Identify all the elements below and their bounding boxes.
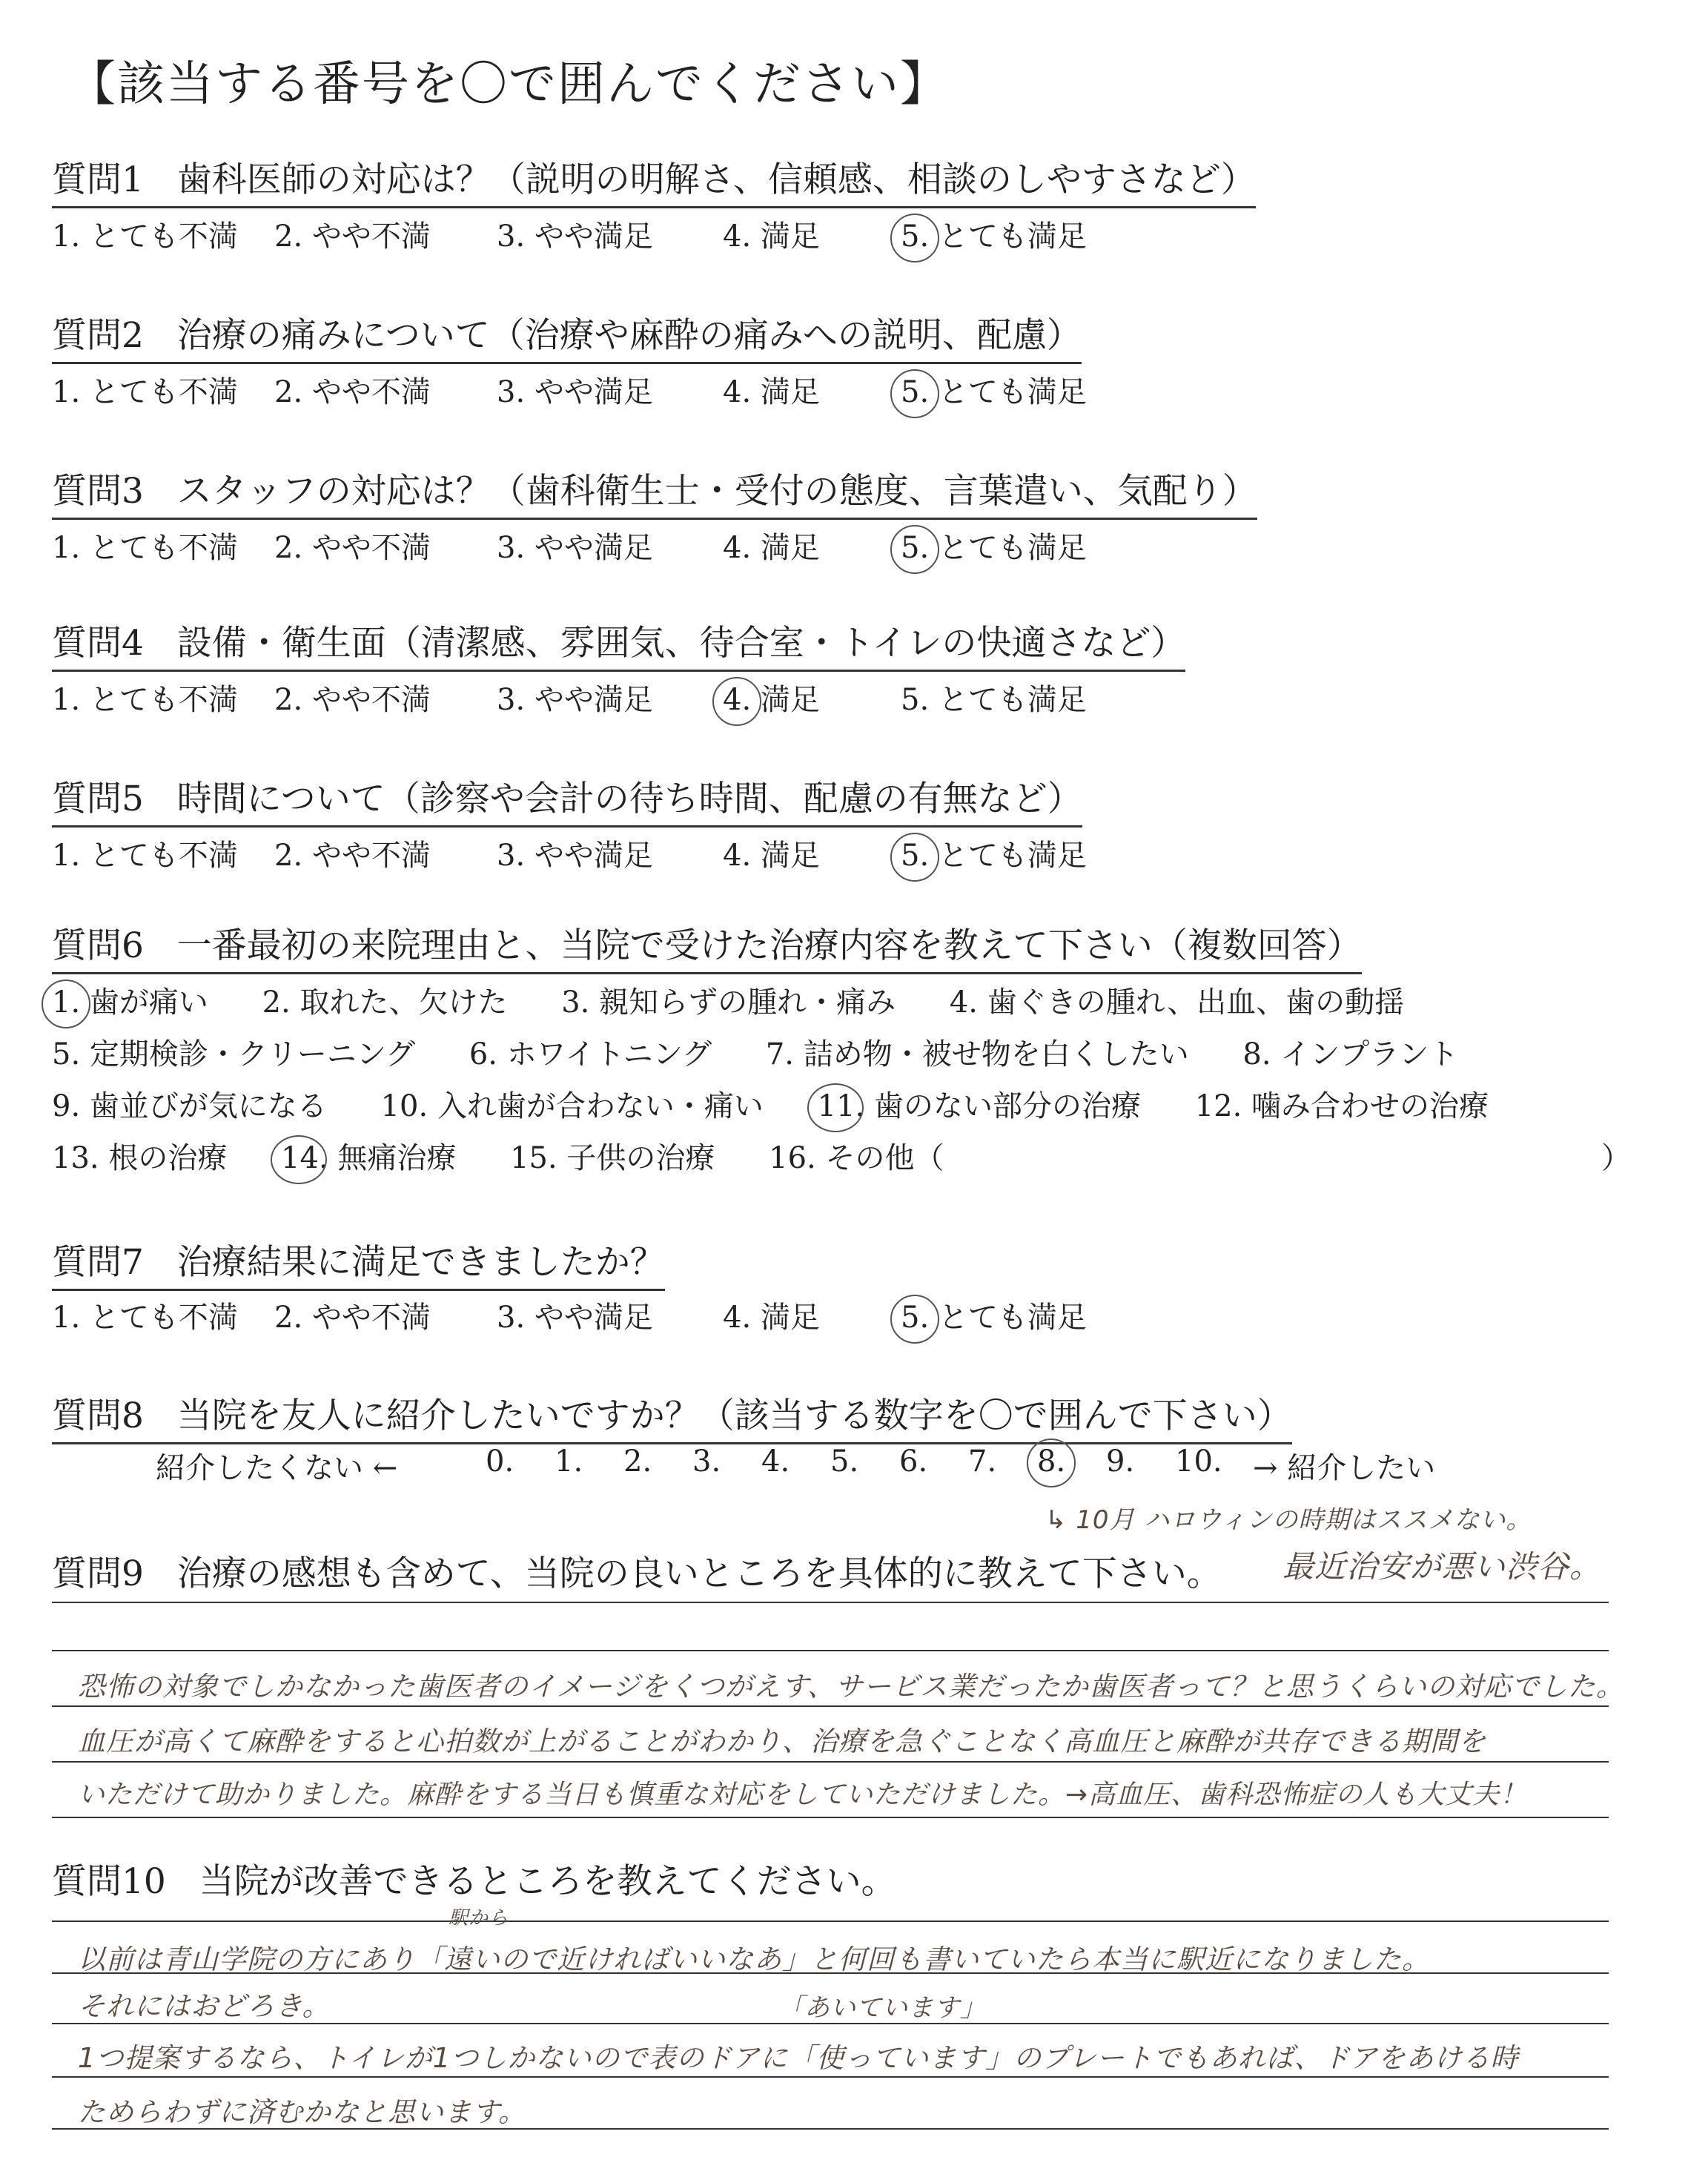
q9-heading [52,1546,1222,1596]
q8-number-0[interactable]: 0. [486,1444,514,1479]
q6-option-7[interactable]: 7. 詰め物・被せ物を白くしたい [765,1037,1189,1071]
q1-label: 質問1 [52,159,144,200]
q3-label: 質問3 [52,471,144,512]
q8-handwritten-note: ↳ 10月 ハロウィンの時期はススメない。 [1045,1505,1532,1535]
q6-row-4 [52,1135,944,1177]
q10-answer-line-4 [52,2076,1609,2078]
q6-row-1 [52,979,1404,1021]
q8-left-label: 紹介したくない ← [156,1451,398,1485]
q2-option-4[interactable]: 4. 満足 [723,375,820,409]
q6-row-2 [52,1031,1458,1073]
q4-option-5[interactable]: 5. とても満足 [901,683,1087,717]
q8-number-5[interactable]: 5. [830,1444,859,1479]
q7-option-5[interactable]: 5. とても満足 [901,1301,1087,1335]
q6-option-5[interactable]: 5. 定期検診・クリーニング [52,1037,416,1071]
q6-option-9[interactable]: 9. 歯並びが気になる [52,1089,327,1123]
q8-heading [52,1388,1292,1444]
q6-option-16[interactable]: 16. その他（ [769,1141,944,1175]
q8-label: 質問8 [52,1396,144,1436]
q10-heading [52,1854,896,1903]
q3-option-1[interactable]: 1. とても不満 [52,531,238,565]
q5-option-2[interactable]: 2. やや不満 [274,839,431,873]
q7-label: 質問7 [52,1242,144,1283]
q9-label: 質問9 [52,1553,144,1594]
q5-heading [52,771,1082,828]
q6-option-10[interactable]: 10. 入れ歯が合わない・痛い [380,1089,764,1123]
q8-number-4[interactable]: 4. [761,1444,790,1479]
q2-option-3[interactable]: 3. やや満足 [497,375,653,409]
q3-option-5[interactable]: 5. とても満足 [901,531,1087,565]
q8-right-label: → 紹介したい [1253,1451,1436,1485]
q6-option-2[interactable]: 2. 取れた、欠けた [262,985,508,1020]
q5-label: 質問5 [52,779,144,819]
q6-text: 一番最初の来院理由と、当院で受けた治療内容を教えて下さい（複数回答） [176,925,1362,966]
q6-option-6[interactable]: 6. ホワイトニング [469,1037,712,1071]
q10-handwritten-line-2: それにはおどろき。 [78,1990,331,2022]
q3-option-3[interactable]: 3. やや満足 [497,531,653,565]
q9-answer-line-5 [52,1817,1609,1818]
q6-option-1[interactable]: 1. 歯が痛い [52,985,208,1020]
q1-option-1[interactable]: 1. とても不満 [52,219,238,254]
page-title: 【該当する番号を〇で囲んでください】 [68,57,949,112]
q9-answer-line-1 [52,1602,1609,1603]
q10-answer-line-1 [52,1920,1609,1922]
q4-option-3[interactable]: 3. やや満足 [497,683,653,717]
q8-number-1[interactable]: 1. [555,1444,583,1479]
q2-option-2[interactable]: 2. やや不満 [274,375,431,409]
q1-option-2[interactable]: 2. やや不満 [274,219,431,254]
q5-option-3[interactable]: 3. やや満足 [497,839,653,873]
q10-handwritten-line-1: 以前は青山学院の方にあり「遠いので近ければいいなあ」と何回も書いていたら本当に駅近になりました。 [78,1943,1430,1975]
q9-answer-line-3 [52,1705,1609,1707]
q2-option-5[interactable]: 5. とても満足 [901,375,1087,409]
q10-handwritten-above-1: 駅から [448,1907,509,1929]
q10-handwritten-line-3: 1つ提案するなら、トイレが1つしかないので表のドアに「使っています」のプレートでもあれば、ドアをあける時 [78,2042,1519,2074]
q5-option-5[interactable]: 5. とても満足 [901,839,1087,873]
q6-heading [52,918,1362,974]
q6-option-15[interactable]: 15. 子供の治療 [510,1141,715,1175]
q9-handwritten-line-3: いただけて助かりました。麻酔をする当日も慎重な対応をしていただけました。→高血圧、歯科恐怖症の人も大丈夫！ [78,1780,1528,1810]
q6-option-12[interactable]: 12. 噛み合わせの治療 [1194,1089,1489,1123]
q4-text: 設備・衛生面（清潔感、雰囲気、待合室・トイレの快適さなど） [176,623,1186,664]
q7-text: 治療結果に満足できましたか？ [176,1242,665,1283]
q2-label: 質問2 [52,315,144,356]
q6-option-3[interactable]: 3. 親知らずの腫れ・痛み [561,985,896,1020]
q3-heading [52,463,1257,520]
q2-heading [52,308,1082,364]
q9-handwritten-line-1: 恐怖の対象でしかなかった歯医者のイメージをくつがえす、サービス業だったか歯医者って？と思うくらいの対応でした。 [78,1671,1624,1702]
q10-label: 質問10 [52,1861,166,1902]
q8-number-9[interactable]: 9. [1106,1444,1135,1479]
q9-text: 治療の感想も含めて、当院の良いところを具体的に教えて下さい。 [176,1553,1222,1594]
q8-number-6[interactable]: 6. [899,1444,928,1479]
q1-option-5[interactable]: 5. とても満足 [901,219,1087,254]
q2-option-1[interactable]: 1. とても不満 [52,375,238,409]
q1-heading [52,152,1256,208]
q1-text: 歯科医師の対応は？（説明の明解さ、信頼感、相談のしやすさなど） [176,159,1256,200]
q8-number-8[interactable]: 8. [1037,1444,1066,1479]
q1-option-4[interactable]: 4. 満足 [723,219,820,254]
q9-handwritten-line-2: 血圧が高くて麻酔をすると心拍数が上がることがわかり、治療を急ぐことなく高血圧と麻酔が共存できる期間を [78,1725,1486,1757]
q5-option-4[interactable]: 4. 満足 [723,839,820,873]
q3-option-4[interactable]: 4. 満足 [723,531,820,565]
q10-handwritten-above-3: 「あいています」 [778,1993,986,2023]
q5-text: 時間について（診察や会計の待ち時間、配慮の有無など） [176,779,1082,819]
q10-text: 当院が改善できるところを教えてください。 [199,1861,896,1902]
q6-option-8[interactable]: 8. インプラント [1242,1037,1459,1071]
q3-text: スタッフの対応は？（歯科衛生士・受付の態度、言葉遣い、気配り） [176,471,1257,512]
q4-option-2[interactable]: 2. やや不満 [274,683,431,717]
q7-option-3[interactable]: 3. やや満足 [497,1301,653,1335]
q8-number-2[interactable]: 2. [623,1444,652,1479]
q7-option-4[interactable]: 4. 満足 [723,1301,820,1335]
q6-option-14[interactable]: 14. 無痛治療 [281,1141,457,1175]
q6-other-close: ） [1601,1141,1631,1175]
q7-heading [52,1235,665,1291]
q9-handwritten-inline: 最近治安が悪い渋谷。 [1282,1548,1602,1585]
q4-option-1[interactable]: 1. とても不満 [52,683,238,717]
q10-handwritten-line-4: ためらわずに済むかなと思います。 [78,2096,527,2128]
q6-option-11[interactable]: 11. 歯のない部分の治療 [817,1089,1141,1123]
q7-option-1[interactable]: 1. とても不満 [52,1301,238,1335]
q4-heading [52,615,1185,672]
q3-option-2[interactable]: 2. やや不満 [274,531,431,565]
q8-number-7[interactable]: 7. [968,1444,997,1479]
q1-option-3[interactable]: 3. やや満足 [497,219,653,254]
q8-number-10[interactable]: 10. [1175,1444,1222,1479]
q6-option-13[interactable]: 13. 根の治療 [52,1141,228,1175]
q8-text: 当院を友人に紹介したいですか？（該当する数字を〇で囲んで下さい） [176,1396,1292,1436]
q6-label: 質問6 [52,925,144,966]
q8-number-3[interactable]: 3. [692,1444,721,1479]
q4-label: 質問4 [52,623,144,664]
q5-option-1[interactable]: 1. とても不満 [52,839,238,873]
q6-option-4[interactable]: 4. 歯ぐきの腫れ、出血、歯の動揺 [949,985,1405,1020]
q9-answer-line-2 [52,1650,1609,1651]
q2-text: 治療の痛みについて（治療や麻酔の痛みへの説明、配慮） [176,315,1082,356]
q9-answer-line-4 [52,1761,1609,1763]
q4-option-4[interactable]: 4. 満足 [723,683,820,717]
q6-row-3 [52,1083,1489,1125]
q7-option-2[interactable]: 2. やや不満 [274,1301,431,1335]
